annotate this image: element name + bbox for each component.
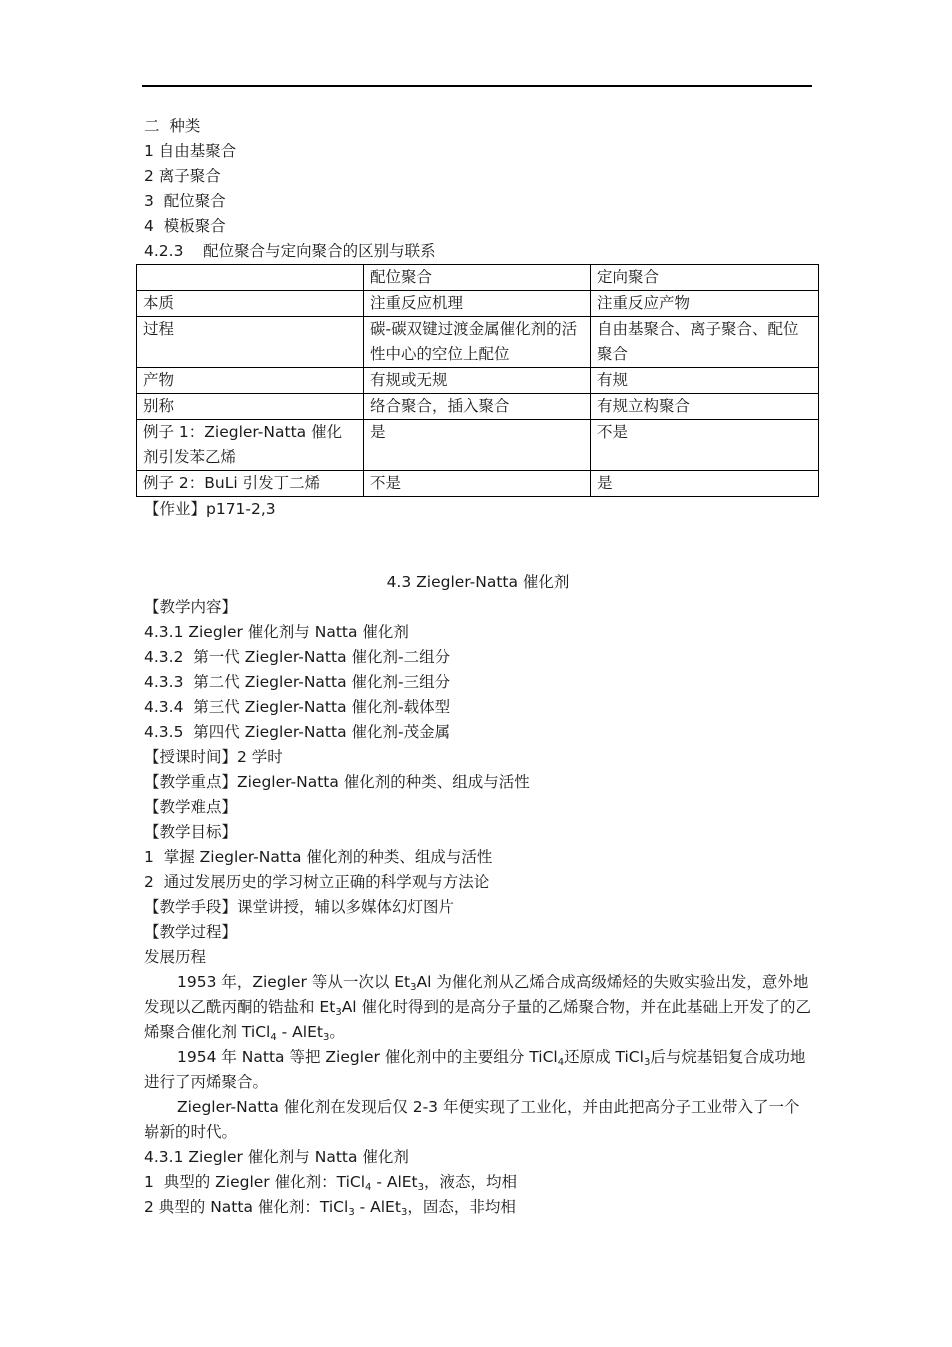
- table-cell: 不是: [591, 420, 819, 471]
- table-header-row: [137, 265, 819, 291]
- table-cell: 自由基聚合、离子聚合、配位聚合: [591, 317, 819, 368]
- table-row: [137, 368, 819, 394]
- table-cell: 例子 2：BuLi 引发丁二烯: [137, 471, 364, 497]
- table-row: [137, 394, 819, 420]
- compare-heading: 4.2.3 配位聚合与定向聚合的区别与联系: [144, 242, 436, 260]
- difficulty-line: 【教学难点】: [144, 798, 238, 816]
- table-row: [137, 420, 819, 471]
- table-cell: 有规或无规: [364, 368, 591, 394]
- types-heading: 二 种类: [144, 117, 201, 135]
- paragraph-industrialization: Ziegler-Natta 催化剂在发现后仅 2-3 年便实现了工业化，并由此把高分子工业带入了一个崭新的时代。: [144, 1098, 800, 1141]
- table-row: [137, 471, 819, 497]
- table-cell: 产物: [137, 368, 364, 394]
- content-item: 4.3.4 第三代 Ziegler-Natta 催化剂-载体型: [144, 698, 451, 716]
- section-title: 4.3 Ziegler-Natta 催化剂: [386, 573, 570, 591]
- types-item: 2 离子聚合: [144, 167, 221, 185]
- ziegler-line: 1 典型的 Ziegler 催化剂：TiCl$_4$ - AlEt$_3$，液态，均相: [144, 1173, 518, 1193]
- table-cell: 有规立构聚合: [591, 394, 819, 420]
- table-cell: 例子 1：Ziegler-Natta 催化剂引发苯乙烯: [137, 420, 364, 471]
- content-item: 4.3.3 第二代 Ziegler-Natta 催化剂-三组分: [144, 673, 451, 691]
- goal-label: 【教学目标】: [144, 823, 238, 841]
- content-item: 4.3.1 Ziegler 催化剂与 Natta 催化剂: [144, 623, 409, 641]
- table-cell: 定向聚合: [591, 265, 819, 291]
- homework-line: 【作业】p171-2,3: [144, 500, 276, 518]
- document-body: [144, 114, 812, 1220]
- goal-item: 1 掌握 Ziegler-Natta 催化剂的种类、组成与活性: [144, 848, 493, 866]
- table-cell: 别称: [137, 394, 364, 420]
- natta-line: 2 典型的 Natta 催化剂：TiCl$_3$ - AlEt$_3$，固态，非均相: [144, 1198, 516, 1218]
- table-cell: 碳-碳双键过渡金属催化剂的活性中心的空位上配位: [364, 317, 591, 368]
- table-cell: 是: [591, 471, 819, 497]
- types-item: 4 模板聚合: [144, 217, 226, 235]
- content-item: 4.3.2 第一代 Ziegler-Natta 催化剂-二组分: [144, 648, 451, 666]
- table-cell: 络合聚合，插入聚合: [364, 394, 591, 420]
- comparison-table: [136, 264, 819, 497]
- content-item: 4.3.5 第四代 Ziegler-Natta 催化剂-茂金属: [144, 723, 451, 741]
- table-row: [137, 291, 819, 317]
- process-line: 【教学过程】: [144, 923, 238, 941]
- paragraph-1953: 1953 年，Ziegler 等从一次以 $Et_3Al$ 为催化剂从乙烯合成高级烯烃的失败实验出发，意外地发现以乙酰丙酮的锆盐和 $Et_3Al$ 催化时得到的是高分子量的乙烯聚合物，并在此基础上开发了的乙烯聚合催化剂 TiCl$_4$ - AlEt$_3$。: [144, 973, 812, 1043]
- paragraph-1954: 1954 年 Natta 等把 Ziegler 催化剂中的主要组分 TiCl$_4$还原成 TiCl$_3$后与烷基铝复合成功地进行了丙烯聚合。: [144, 1048, 806, 1091]
- focus-line: 【教学重点】Ziegler-Natta 催化剂的种类、组成与活性: [144, 773, 530, 791]
- table-cell: 本质: [137, 291, 364, 317]
- table-cell: [137, 265, 364, 291]
- table-cell: 过程: [137, 317, 364, 368]
- time-line: 【授课时间】2 学时: [144, 748, 283, 766]
- goal-item: 2 通过发展历史的学习树立正确的科学观与方法论: [144, 873, 490, 891]
- table-cell: 配位聚合: [364, 265, 591, 291]
- table-cell: 注重反应机理: [364, 291, 591, 317]
- history-heading: 发展历程: [144, 948, 207, 966]
- means-line: 【教学手段】课堂讲授，辅以多媒体幻灯图片: [144, 898, 455, 916]
- table-cell: 注重反应产物: [591, 291, 819, 317]
- table-cell: 是: [364, 420, 591, 471]
- types-item: 1 自由基聚合: [144, 142, 237, 160]
- subsection-title: 4.3.1 Ziegler 催化剂与 Natta 催化剂: [144, 1148, 409, 1166]
- header-rule: [142, 85, 812, 87]
- content-label: 【教学内容】: [144, 598, 238, 616]
- table-cell: 有规: [591, 368, 819, 394]
- table-row: [137, 317, 819, 368]
- types-item: 3 配位聚合: [144, 192, 226, 210]
- table-cell: 不是: [364, 471, 591, 497]
